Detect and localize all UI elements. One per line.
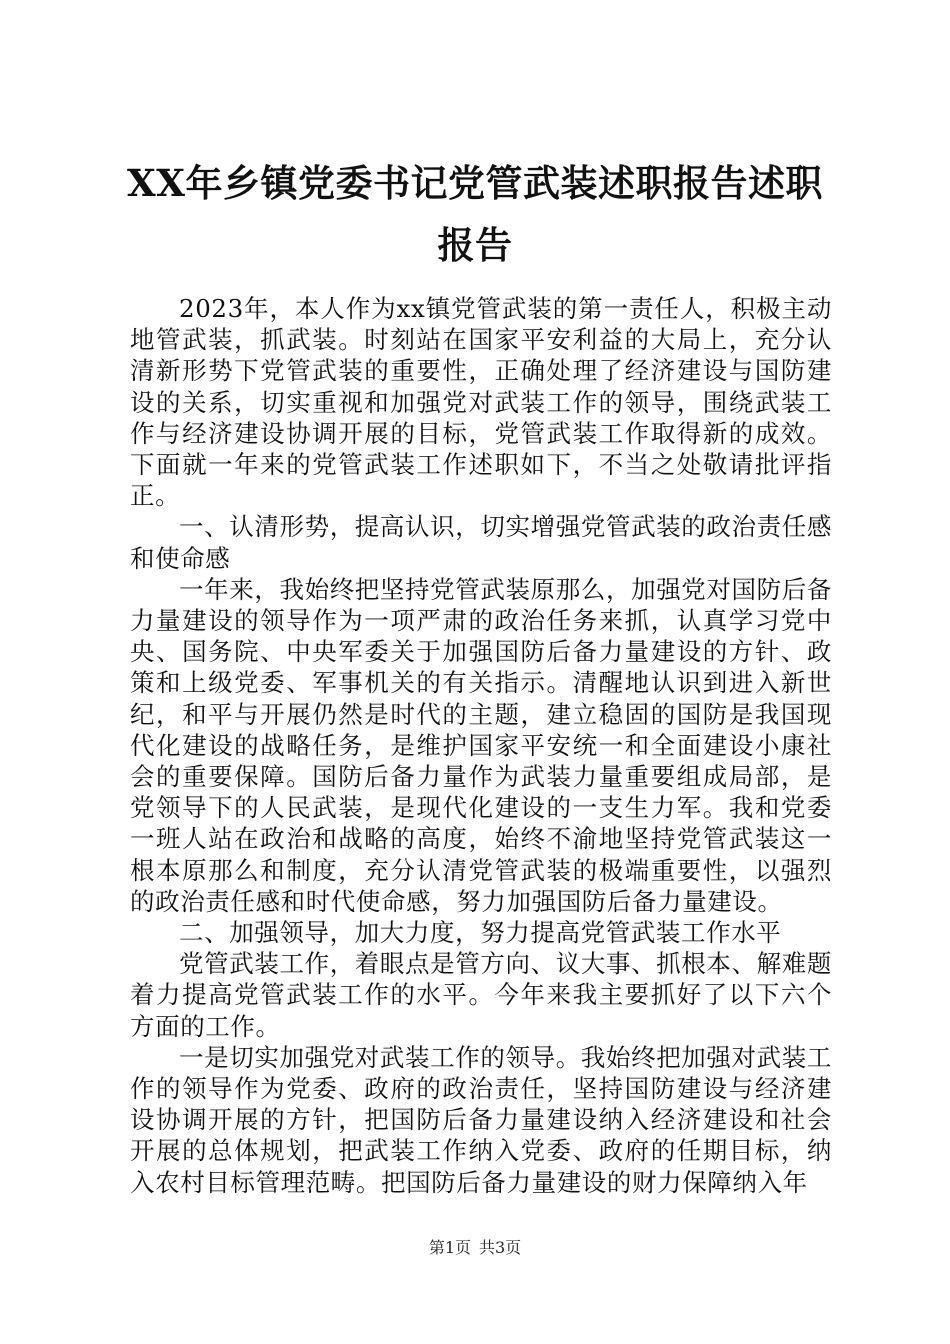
paragraph-section-1: 一年来，我始终把坚持党管武装原那么，加强党对国防后备力量建设的领导作为一项严肃的政治任务来抓，认真学习党中央、国务院、中央军委关于加强国防后备力量建设的方针、政策和上级党委、军事机关的有关指示。清醒地认识到进入新世纪，和平与开展仍然是时代的主题，建立稳固的国防是我国现代化建设的战略任务，是维护国家平安统一和全面建设小康社会的重要保障。国防后备力量作为武装力量重要组成局部，是党领导下的人民武装，是现代化建设的一支生力军。我和党委一班人站在政治和战略的高度，始终不渝地坚持党管武装这一根本原那么和制度，充分认清党管武装的极端重要性，以强烈的政治责任感和时代使命感，努力加强国防后备力量建设。 — [130, 574, 832, 916]
paragraph-intro: 2023年，本人作为xx镇党管武装的第一责任人，积极主动地管武装，抓武装。时刻站在国家平安利益的大局上，充分认清新形势下党管武装的重要性，正确处理了经济建设与国防建设的关系，切实重视和加强党对武装工作的领导，围绕武装工作与经济建设协调开展的目标，党管武装工作取得新的成效。下面就一年来的党管武装工作述职如下，不当之处敬请批评指正。 — [130, 294, 832, 511]
paragraph-section-2: 党管武装工作，着眼点是管方向、议大事、抓根本、解难题着力提高党管武装工作的水平。今年来我主要抓好了以下六个方面的工作。 — [130, 949, 832, 1041]
page-footer — [0, 1238, 950, 1258]
document-body — [130, 293, 832, 1198]
paragraph-point-1: 一是切实加强党对武装工作的领导。我始终把加强对武装工作的领导作为党委、政府的政治责任，坚持国防建设与经济建设协调开展的方针，把国防后备力量建设纳入经济建设和社会开展的总体规划，把武装工作纳入党委、政府的任期目标，纳入农村目标管理范畴。把国防后备力量建设的财力保障纳入年 — [130, 1042, 832, 1197]
section-heading-2: 二、加强领导，加大力度，努力提高党管武装工作水平 — [179, 918, 782, 948]
document-title: XX年乡镇党委书记党管武装述职报告述职报告 — [127, 161, 823, 267]
section-heading-1: 一、认清形势，提高认识，切实增强党管武装的政治责任感和使命感 — [130, 512, 832, 573]
page-number: 第1页 — [428, 1238, 471, 1257]
page-total: 共3页 — [479, 1238, 522, 1257]
